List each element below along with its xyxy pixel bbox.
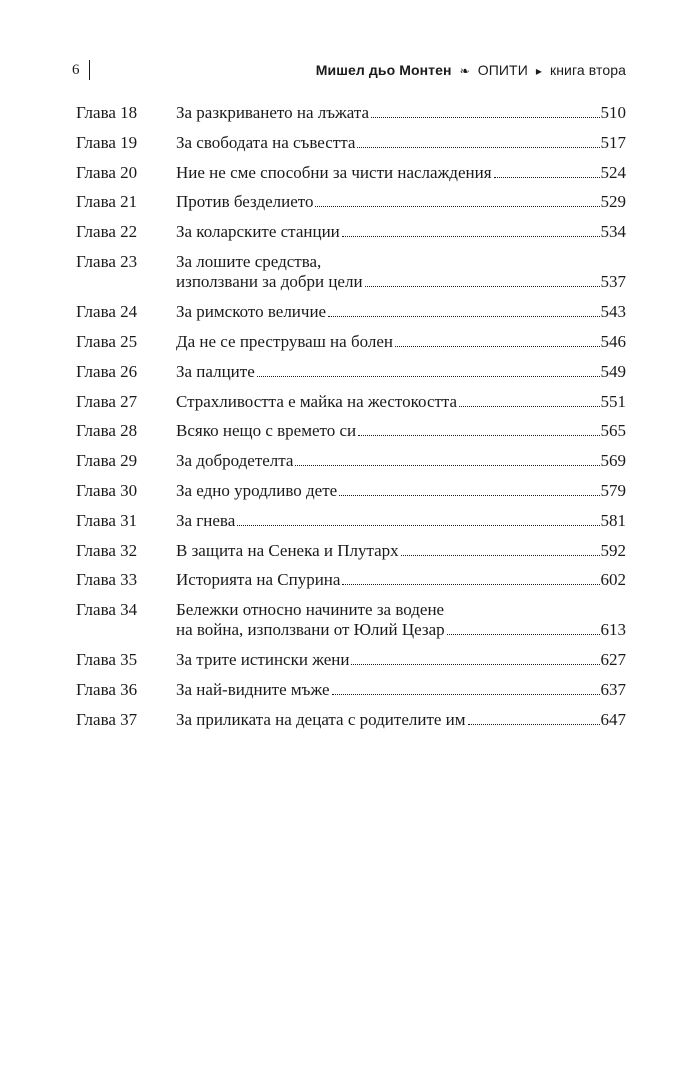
toc-chapter-label: Глава 37 xyxy=(76,709,138,729)
toc-title-line xyxy=(176,710,626,730)
toc-entry[interactable] xyxy=(76,222,626,242)
dot-leader xyxy=(365,286,600,287)
toc-chapter-label: Глава 24 xyxy=(76,302,138,322)
header-author: Мишел дьо Монтен xyxy=(315,62,452,78)
toc-page-number: 581 xyxy=(600,510,626,530)
dot-leader xyxy=(468,724,600,725)
toc-title-text: За свободата на съвестта xyxy=(176,132,356,152)
toc-entry-body xyxy=(176,570,626,590)
toc-title-line xyxy=(176,650,626,670)
toc-page-number: 517 xyxy=(600,132,626,152)
toc-entry[interactable] xyxy=(76,192,626,212)
toc-chapter-label: Глава 34 xyxy=(76,600,138,620)
toc-entry[interactable] xyxy=(76,570,626,590)
toc-chapter-label: Глава 32 xyxy=(76,540,138,560)
table-of-contents xyxy=(76,103,626,740)
toc-title-line xyxy=(176,103,626,123)
dot-leader xyxy=(332,694,600,695)
dot-leader xyxy=(447,634,600,635)
toc-entry-body xyxy=(176,163,626,183)
toc-entry[interactable] xyxy=(76,600,626,640)
toc-title-line xyxy=(176,570,626,590)
toc-entry[interactable] xyxy=(76,133,626,153)
toc-entry-body xyxy=(176,650,626,670)
toc-chapter-label: Глава 19 xyxy=(76,132,138,152)
toc-chapter-label: Глава 18 xyxy=(76,103,138,122)
toc-title-text: За разкриването на лъжата xyxy=(176,103,370,122)
toc-title-line xyxy=(176,392,626,412)
toc-page-number: 534 xyxy=(600,222,626,242)
toc-title-line xyxy=(176,133,626,153)
toc-title-text: Бележки относно начините за водене xyxy=(176,600,445,620)
toc-entry-body xyxy=(176,192,626,212)
toc-title-line xyxy=(176,541,626,561)
dot-leader xyxy=(315,206,599,207)
dot-leader xyxy=(358,435,599,436)
dot-leader xyxy=(401,555,600,556)
dot-leader xyxy=(257,376,600,377)
toc-page-number: 543 xyxy=(600,302,626,322)
toc-entry[interactable] xyxy=(76,481,626,501)
toc-page-number: 602 xyxy=(600,570,626,590)
toc-entry-body xyxy=(176,103,626,123)
dot-leader xyxy=(237,525,599,526)
toc-entry-body xyxy=(176,680,626,700)
toc-title-text: За римското величие xyxy=(176,302,327,322)
toc-chapter-label: Глава 25 xyxy=(76,331,138,351)
toc-title-text: Против безделието xyxy=(176,192,314,212)
toc-title-line xyxy=(176,272,626,292)
toc-entry[interactable] xyxy=(76,392,626,412)
page-number-divider xyxy=(89,60,90,80)
toc-entry-body xyxy=(176,392,626,412)
toc-page-number: 510 xyxy=(600,103,626,122)
fleuron-icon: ❧ xyxy=(459,64,470,78)
toc-title-text: използвани за добри цели xyxy=(176,271,363,291)
toc-entry-body xyxy=(176,421,626,441)
toc-entry[interactable] xyxy=(76,451,626,471)
toc-title-line xyxy=(176,451,626,471)
toc-chapter-label: Глава 36 xyxy=(76,680,138,700)
dot-leader xyxy=(371,117,599,118)
dot-leader xyxy=(342,236,600,237)
toc-title-line xyxy=(176,620,626,640)
toc-chapter-label: Глава 23 xyxy=(76,251,138,271)
toc-chapter-label: Глава 35 xyxy=(76,650,138,670)
toc-entry-body xyxy=(176,133,626,153)
header-book-title: ОПИТИ xyxy=(477,62,528,78)
toc-entry-body xyxy=(176,302,626,322)
dot-leader xyxy=(357,147,599,148)
toc-title-line xyxy=(176,511,626,531)
toc-title-line xyxy=(176,163,626,183)
toc-page-number: 549 xyxy=(600,361,626,381)
toc-entry-body xyxy=(176,600,626,640)
toc-title-text: За едно уродливо дете xyxy=(176,480,338,500)
toc-page-number: 551 xyxy=(600,391,626,411)
toc-entry[interactable] xyxy=(76,103,626,123)
toc-page-number: 647 xyxy=(600,709,626,729)
toc-title-text: За приликата на децата с родителите им xyxy=(176,709,466,729)
toc-chapter-label: Глава 21 xyxy=(76,192,138,212)
toc-page-number: 613 xyxy=(600,620,626,640)
dot-leader xyxy=(494,177,600,178)
toc-entry[interactable] xyxy=(76,650,626,670)
toc-title-line xyxy=(176,222,626,242)
toc-entry[interactable] xyxy=(76,421,626,441)
toc-title-line xyxy=(176,600,626,620)
toc-title-text: За палците xyxy=(176,361,255,381)
toc-title-line xyxy=(176,421,626,441)
toc-entry-body xyxy=(176,511,626,531)
dot-leader xyxy=(328,316,599,317)
toc-entry[interactable] xyxy=(76,332,626,352)
toc-entry-body xyxy=(176,481,626,501)
toc-title-line xyxy=(176,192,626,212)
page-number: 6 xyxy=(72,62,80,78)
toc-title-text: В защита на Сенека и Плутарх xyxy=(176,540,399,560)
toc-entry[interactable] xyxy=(76,302,626,322)
dot-leader xyxy=(459,406,599,407)
toc-entry[interactable] xyxy=(76,362,626,382)
dot-leader xyxy=(395,346,600,347)
toc-title-line xyxy=(176,302,626,322)
toc-entry[interactable] xyxy=(76,163,626,183)
toc-chapter-label: Глава 22 xyxy=(76,222,138,242)
running-title xyxy=(316,58,626,83)
toc-page-number: 592 xyxy=(600,540,626,560)
toc-title-text: Да не се преструваш на болен xyxy=(176,331,393,351)
toc-entry[interactable] xyxy=(76,541,626,561)
toc-page-number: 537 xyxy=(600,271,626,291)
toc-entry-body xyxy=(176,451,626,471)
toc-title-text: Страхливостта е майка на жестокостта xyxy=(176,391,458,411)
toc-entry[interactable] xyxy=(76,511,626,531)
toc-title-text: За коларските станции xyxy=(176,222,340,242)
header-book-part: книга втора xyxy=(550,62,626,78)
toc-page-number: 627 xyxy=(600,650,626,670)
dot-leader xyxy=(342,584,599,585)
toc-entry[interactable] xyxy=(76,680,626,700)
toc-entry-body xyxy=(176,541,626,561)
toc-title-text: За добродетелта xyxy=(176,451,294,471)
running-header xyxy=(0,58,700,82)
toc-entry-body xyxy=(176,222,626,242)
toc-title-text: на война, използвани от Юлий Цезар xyxy=(176,620,445,640)
toc-chapter-label: Глава 20 xyxy=(76,162,138,182)
toc-chapter-label: Глава 33 xyxy=(76,570,138,590)
toc-page-number: 546 xyxy=(600,331,626,351)
toc-entry-body xyxy=(176,362,626,382)
toc-entry-body xyxy=(176,332,626,352)
toc-title-text: За лошите средства, xyxy=(176,251,322,271)
toc-entry[interactable] xyxy=(76,710,626,730)
toc-title-text: За гнева xyxy=(176,510,236,530)
toc-page-number: 565 xyxy=(600,421,626,441)
toc-title-text: Всяко нещо с времето си xyxy=(176,421,357,441)
toc-chapter-label: Глава 30 xyxy=(76,480,138,500)
toc-title-text: За най-видните мъже xyxy=(176,680,330,700)
toc-chapter-label: Глава 27 xyxy=(76,391,138,411)
toc-entry-body xyxy=(176,710,626,730)
toc-page-number: 529 xyxy=(600,192,626,212)
toc-entry-body xyxy=(176,252,626,292)
toc-page-number: 524 xyxy=(600,162,626,182)
dot-leader xyxy=(295,465,599,466)
toc-title-text: За трите истински жени xyxy=(176,650,350,670)
toc-title-line xyxy=(176,332,626,352)
toc-chapter-label: Глава 28 xyxy=(76,421,138,441)
toc-chapter-label: Глава 31 xyxy=(76,510,138,530)
toc-title-line xyxy=(176,362,626,382)
toc-title-line xyxy=(176,680,626,700)
arrow-icon: ▸ xyxy=(535,64,542,78)
toc-chapter-label: Глава 29 xyxy=(76,451,138,471)
toc-page-number: 637 xyxy=(600,680,626,700)
toc-title-text: Историята на Спурина xyxy=(176,570,341,590)
toc-page-number: 569 xyxy=(600,451,626,471)
toc-title-line xyxy=(176,481,626,501)
toc-entry[interactable] xyxy=(76,252,626,292)
toc-title-line xyxy=(176,252,626,272)
dot-leader xyxy=(351,664,599,665)
toc-title-text: Ние не сме способни за чисти наслаждения xyxy=(176,162,492,182)
dot-leader xyxy=(339,495,599,496)
toc-page-number: 579 xyxy=(600,480,626,500)
toc-chapter-label: Глава 26 xyxy=(76,361,138,381)
